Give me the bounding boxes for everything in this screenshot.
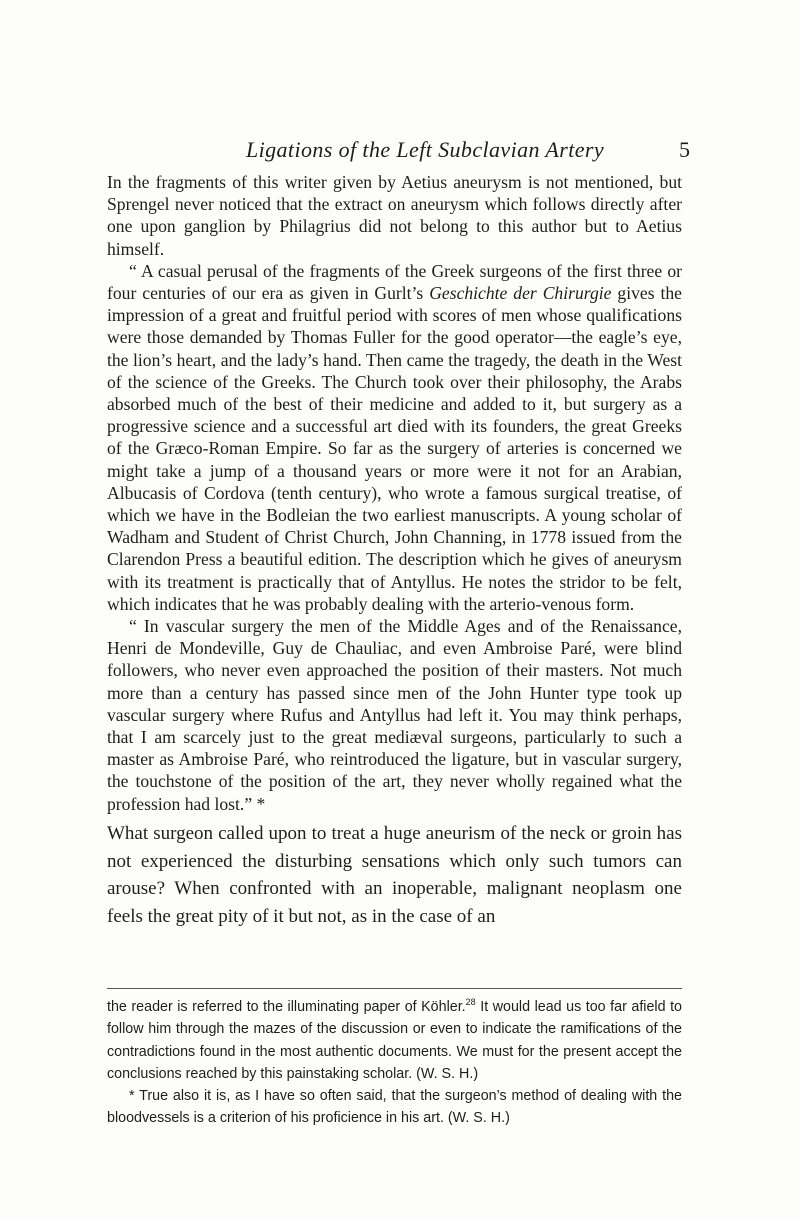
running-header: [190, 137, 690, 167]
footnote-1-end: It would lead us too far afield to follow him through the mazes of the discussion or even to indicate the ramifications of the contradictions found in the most authentic documents. We must for the present accept the conclusions reached by this painstaking scholar. (W. S. H.): [107, 999, 683, 1082]
page-number: 5: [679, 137, 690, 162]
quoted-passage: [107, 171, 682, 814]
running-title: Ligations of the Left Subclavian Artery: [245, 137, 604, 162]
reference-number: 28: [465, 997, 476, 1008]
footnotes: [107, 996, 682, 1130]
quote-paragraph-3: “ In vascular surgery the men of the Middle Ages and of the Renaissance, Henri de Mondeville, Guy de Chauliac, and even Ambroise Paré, were blind followers, who never even approached the position of their masters. Not much more than a century has passed since men of the John Hunter type took up vascular surgery where Rufus and Antyllus had left it. You may think perhaps, that I am scarcely just to the great mediæval surgeons, particularly to such a master as Ambroise Paré, who reintroduced the ligature, but in vascular surgery, the touchstone of the position of the art, they never wholly regained what the profession had lost.” *: [107, 616, 682, 814]
quote-paragraph-1: In the fragments of this writer given by Aetius aneurysm is not mentioned, but Sprengel never noticed that the extract on aneurysm which follows directly after one upon ganglion by Philagrius did not belong to this author but to Aetius himself.: [107, 172, 682, 259]
book-title: Geschichte der Chirurgie: [429, 283, 612, 304]
quote-paragraph-2-start: “ A casual perusal of the fragments of the Greek surgeons of the first three or four centuries of our era as given in Gurlt’s: [107, 260, 682, 304]
quote-paragraph-2-end: gives the impression of a great and fruitful period with scores of men whose qualifications were those demanded by Thomas Fuller for the good operator—the eagle’s eye, the lion’s heart, and the lady’s hand. Then came the tragedy, the death in the West of the science of the Greeks. The Church took over their philosophy, the Arabs absorbed much of the best of their medicine and added to it, but surgery as a progressive science and a successful art died with its founders, the great Greeks of the Græco-Roman Empire. So far as the surgery of arteries is concerned we might take a jump of a thousand years or more were it not for an Arabian, Albucasis of Cordova (tenth century), who wrote a famous surgical treatise, of which we have in the Bodleian the two earliest manuscripts. A young scholar of Wadham and Student of Christ Church, John Channing, in 1778 issued from the Clarendon Press a beautiful edition. The description which he gives of aneurysm with its treatment is practically that of Antyllus. He notes the stridor to be felt, which indicates that he was probably dealing with the arterio-venous form.: [107, 283, 682, 614]
main-text: [107, 820, 682, 930]
main-paragraph-1: What surgeon called upon to treat a huge aneurism of the neck or groin has not experienced the disturbing sensations which only such tumors can arouse? When confronted with an inoperable, malignant neoplasm one feels the great pity of it but not, as in the case of an: [107, 823, 682, 927]
quote-paragraph-2: [107, 260, 682, 615]
footnote-continuation: [107, 996, 682, 1085]
footnote-rule: [107, 988, 682, 989]
footnote-asterisk: * True also it is, as I have so often said, that the surgeon’s method of dealing with the bloodvessels is a criterion of his proficience in his art. (W. S. H.): [107, 1088, 682, 1127]
footnote-1-start: the reader is referred to the illuminating paper of Köhler.: [107, 999, 466, 1015]
